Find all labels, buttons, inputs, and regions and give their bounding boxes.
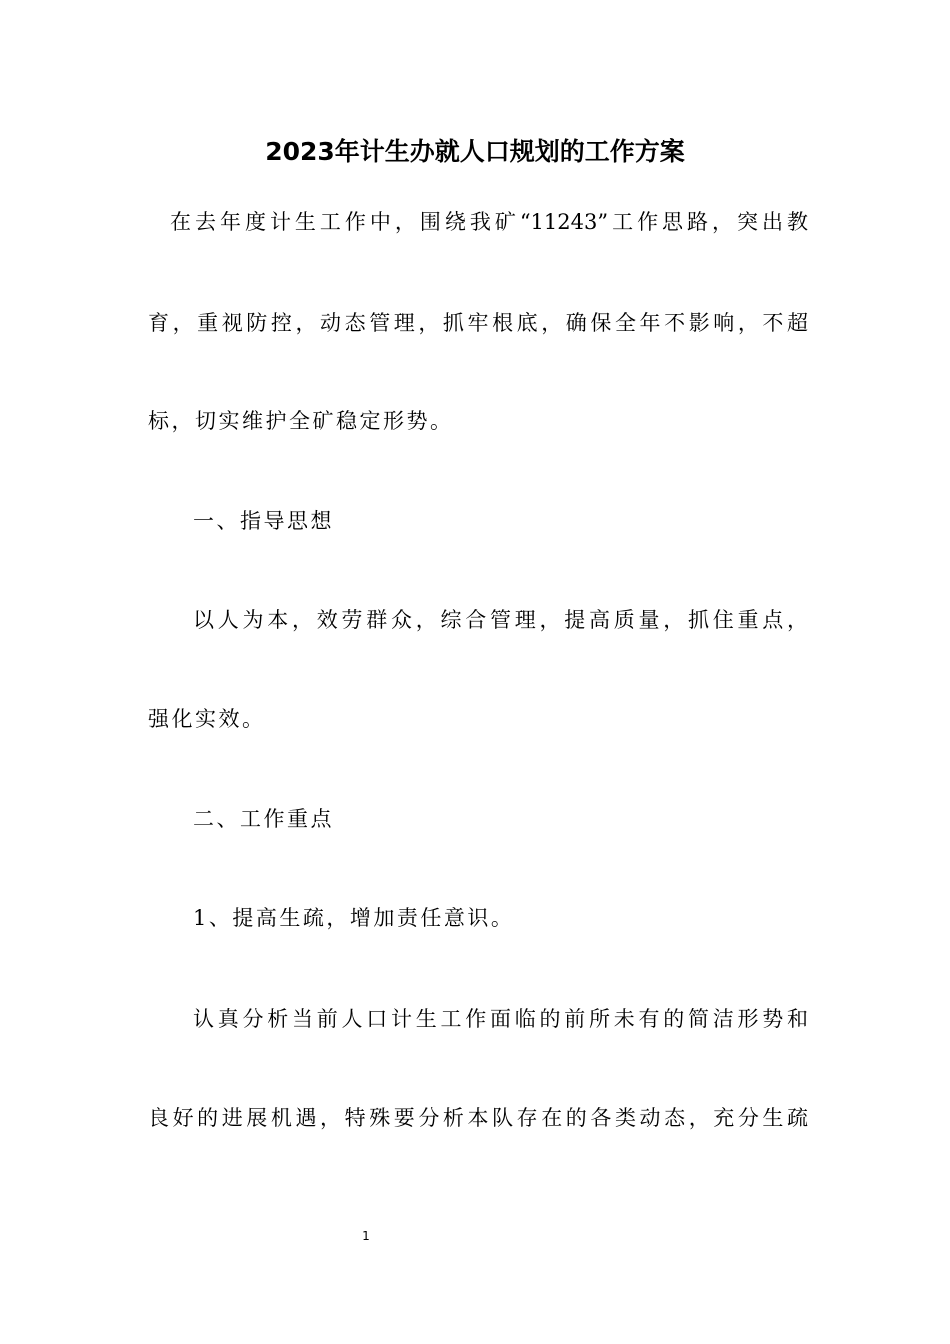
- document-title: 2023年计生办就人口规划的工作方案: [265, 137, 685, 166]
- paragraph-1-line-1: 在去年度计生工作中，围绕我矿“11243”工作思路，突出教: [170, 210, 808, 234]
- paragraph-3-line-1: 认真分析当前人口计生工作面临的前所未有的简洁形势和: [193, 1007, 808, 1031]
- paragraph-2-line-1: 以人为本，效劳群众，综合管理，提高质量，抓住重点，: [193, 608, 808, 632]
- subsection-1-heading: 1、提高生疏，增加责任意识。: [193, 906, 515, 930]
- paragraph-2-line-2: 强化实效。: [148, 707, 266, 731]
- paragraph-1-line-2: 育，重视防控，动态管理，抓牢根底，确保全年不影响，不超: [148, 311, 808, 335]
- section-1-heading: 一、指导思想: [193, 509, 334, 533]
- page-number: 1: [362, 1229, 370, 1243]
- paragraph-3-line-2: 良好的进展机遇，特殊要分析本队存在的各类动态，充分生疏: [148, 1106, 808, 1130]
- section-2-heading: 二、工作重点: [193, 807, 334, 831]
- paragraph-1-line-3: 标，切实维护全矿稳定形势。: [148, 409, 454, 433]
